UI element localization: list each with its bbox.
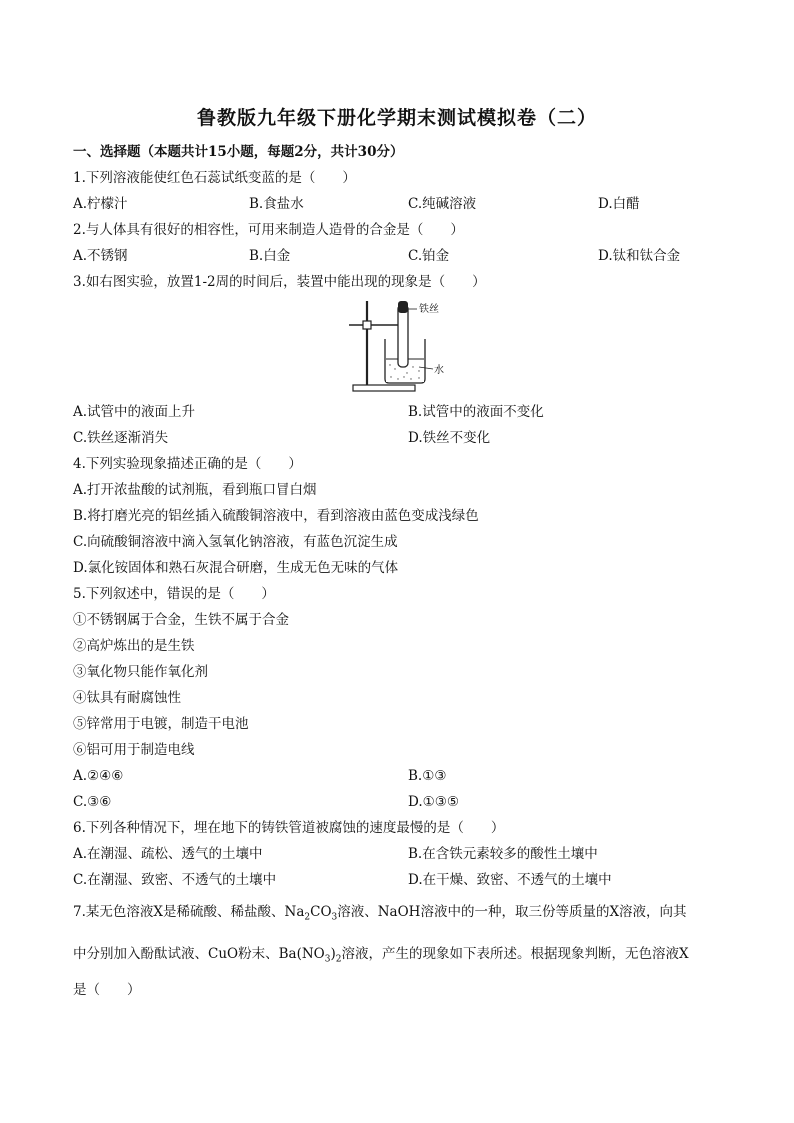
q3-option-c[interactable]: C.铁丝逐渐消失: [73, 430, 169, 446]
q6-option-b[interactable]: B.在含铁元素较多的酸性土壤中: [408, 846, 598, 862]
q2-option-a[interactable]: A.不锈钢: [73, 248, 128, 264]
q5-statement-2: ②高炉炼出的是生铁: [73, 638, 195, 654]
q5-statement-5: ⑤锌常用于电镀，制造干电池: [73, 716, 249, 732]
q2-option-d[interactable]: D.钛和钛合金: [598, 248, 681, 264]
q3-option-a[interactable]: A.试管中的液面上升: [73, 404, 196, 420]
question-6-stem: 6.下列各种情况下，埋在地下的铸铁管道被腐蚀的速度最慢的是（ ）: [73, 820, 505, 836]
iron-wire-label: 铁丝: [419, 304, 439, 315]
iron-wire-experiment-figure: [345, 295, 455, 395]
question-7-stem-line-1: 7.某无色溶液X是稀硫酸、稀盐酸、$Na_2CO_3$溶液、NaOH溶液中的一种，取三份等质量的X溶液，向其: [73, 904, 687, 923]
q4-option-c[interactable]: C.向硫酸铜溶液中滴入氢氧化钠溶液，有蓝色沉淀生成: [73, 534, 398, 550]
q4-option-d[interactable]: D.氯化铵固体和熟石灰混合研磨，生成无色无味的气体: [73, 560, 399, 576]
q1-option-c[interactable]: C.纯碱溶液: [408, 196, 477, 212]
page-title: 鲁教版九年级下册化学期末测试模拟卷（二）: [196, 107, 597, 129]
q2-option-b[interactable]: B.白金: [249, 248, 291, 264]
q4-option-a[interactable]: A.打开浓盐酸的试剂瓶，看到瓶口冒白烟: [73, 482, 317, 498]
q6-option-a[interactable]: A.在潮湿、疏松、透气的土壤中: [73, 846, 263, 862]
formula-ba-no3-2: $Ba(NO_3)_2$: [278, 946, 342, 965]
q5-statement-6: ⑥铝可用于制造电线: [73, 742, 195, 758]
water-label: 水: [434, 365, 444, 376]
q1-option-d[interactable]: D.白醋: [598, 196, 640, 212]
question-3-stem: 3.如右图实验，放置1-2周的时间后，装置中能出现的现象是（ ）: [73, 274, 486, 290]
question-7-stem-line-3: 是（ ）: [73, 982, 141, 998]
question-7-stem-line-2: 中分别加入酚酞试液、CuO粉末、$Ba(NO_3)_2$溶液，产生的现象如下表所述。根据现象判断，无色溶液X: [73, 946, 689, 965]
q5-statement-4: ④钛具有耐腐蚀性: [73, 690, 181, 706]
q5-option-c[interactable]: C.③⑥: [73, 794, 112, 810]
question-2-stem: 2.与人体具有很好的相容性，可用来制造人造骨的合金是（ ）: [73, 222, 464, 238]
question-4-stem: 4.下列实验现象描述正确的是（ ）: [73, 456, 302, 472]
q5-option-a[interactable]: A.②④⑥: [73, 768, 124, 784]
q5-option-d[interactable]: D.①③⑤: [408, 794, 459, 810]
q4-option-b[interactable]: B.将打磨光亮的铝丝插入硫酸铜溶液中，看到溶液由蓝色变成浅绿色: [73, 508, 479, 524]
question-5-stem: 5.下列叙述中，错误的是（ ）: [73, 586, 275, 602]
q6-option-d[interactable]: D.在干燥、致密、不透气的土壤中: [408, 872, 612, 888]
q5-statement-1: ①不锈钢属于合金，生铁不属于合金: [73, 612, 289, 628]
section-heading: 一、选择题（本题共计15小题，每题2分，共计30分）: [73, 144, 404, 160]
q2-option-c[interactable]: C.铂金: [408, 248, 450, 264]
formula-na2co3: $Na_2CO_3$: [284, 904, 338, 923]
q3-option-b[interactable]: B.试管中的液面不变化: [408, 404, 544, 420]
q1-option-a[interactable]: A.柠檬汁: [73, 196, 128, 212]
question-1-stem: 1.下列溶液能使红色石蕊试纸变蓝的是（ ）: [73, 170, 356, 186]
q5-option-b[interactable]: B.①③: [408, 768, 447, 784]
q1-option-b[interactable]: B.食盐水: [249, 196, 304, 212]
q3-option-d[interactable]: D.铁丝不变化: [408, 430, 491, 446]
q6-option-c[interactable]: C.在潮湿、致密、不透气的土壤中: [73, 872, 277, 888]
q5-statement-3: ③氧化物只能作氧化剂: [73, 664, 208, 680]
